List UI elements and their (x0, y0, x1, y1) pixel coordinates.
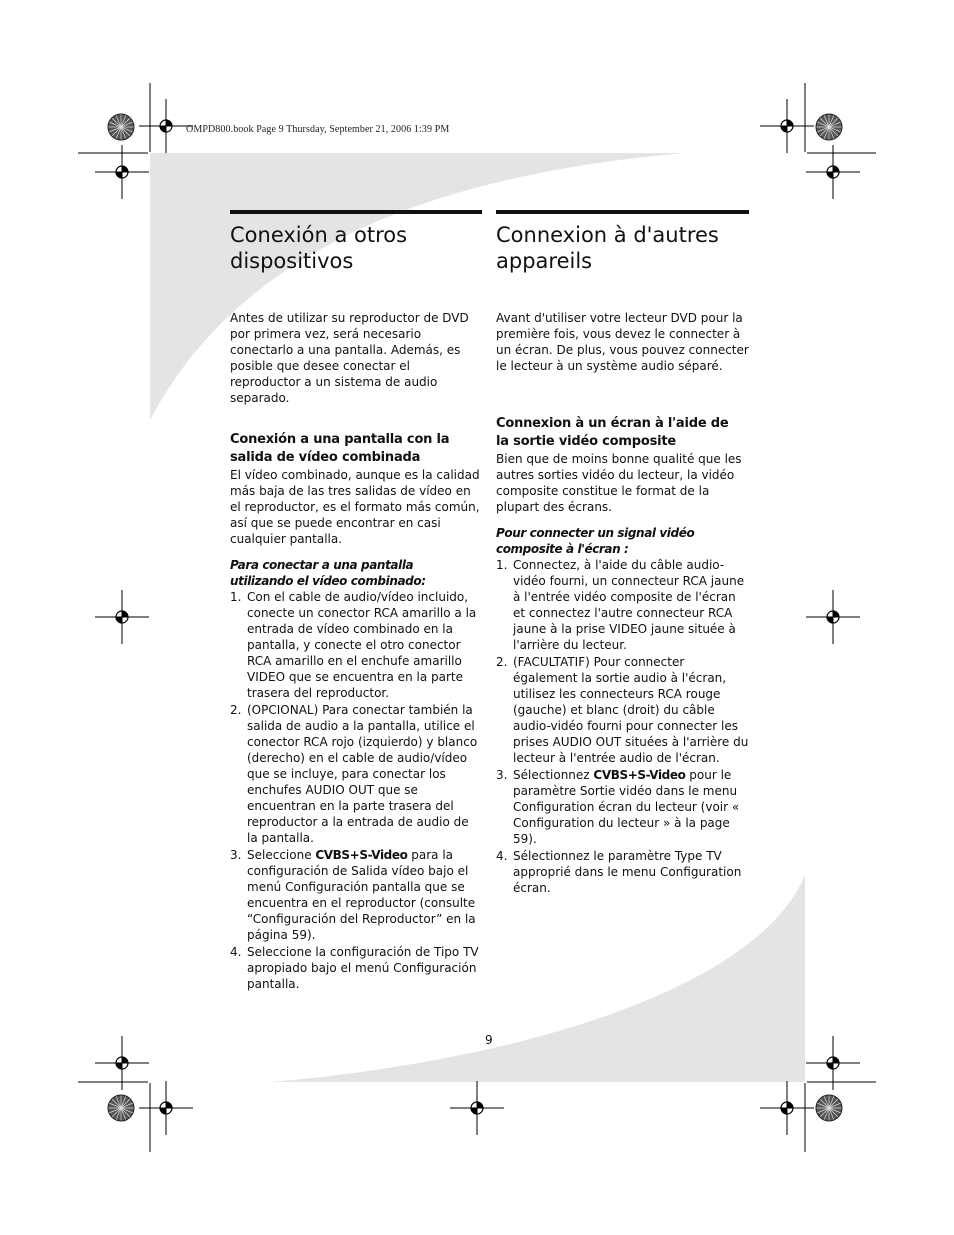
section-title: Conexión a otros dispositivos (230, 223, 408, 273)
intro-paragraph: Avant d'utiliser votre lecteur DVD pour la première fois, vous devez le connecter à un écran. De plus, vous pouvez connecter le lecteur à un système audio séparé. (496, 311, 749, 373)
title-rule (230, 210, 482, 214)
subsection-heading: Connexion à un écran à l'aide de la sortie vidéo composite (496, 416, 729, 449)
page-number: 9 (485, 1033, 493, 1047)
list-item: 1. Con el cable de audio/vídeo incluido, conecte un conector RCA amarillo a la entrada de vídeo combinado en la pantalla, y conecte el otro conector RCA amarillo en el enchufe amarillo VIDEO que se encuentra en la parte trasera del reproductor. (230, 590, 477, 700)
column-french (496, 210, 749, 897)
list-item: 3. Sélectionnez CVBS+S-Video pour le paramètre Sortie vidéo dans le menu Configuration écran du lecteur (voir « Configuration du lecteur » à la page 59). (496, 768, 740, 846)
section-title: Connexion à d'autres appareils (496, 223, 719, 273)
column-spanish (230, 210, 482, 993)
body-paragraph: El vídeo combinado, aunque es la calidad más baja de las tres salidas de vídeo en el reproductor, es el formato más común, así que se puede encontrar en casi cualquier pantalla. (230, 468, 480, 546)
steps-list (230, 589, 482, 992)
list-item: 4. Seleccione la configuración de Tipo TV apropiado bajo el menú Configuración pantalla. (230, 945, 479, 991)
list-item: 2. (FACULTATIF) Pour connecter également la sortie audio à l'écran, utilisez les connecteurs RCA rouge (gauche) et blanc (droit) du câble audio-vidéo fourni pour connecter les prises AUDIO OUT situées à l'arrière du lecteur à l'entrée audio de l'écran. (496, 655, 749, 765)
intro-paragraph: Antes de utilizar su reproductor de DVD por primera vez, será necesario conectarlo a una pantalla. Además, es posible que desee conectar el reproductor a un sistema de audio separado. (230, 311, 469, 405)
list-item: 2. (OPCIONAL) Para conectar también la salida de audio a la pantalla, utilice el conector RCA rojo (izquierdo) y blanco (derecho) en el cable de audio/vídeo que se incluye, para conectar los enchufes AUDIO OUT que se encuentran en la parte trasera del reproductor a la entrada de audio de la pantalla. (230, 703, 478, 845)
steps-list (496, 557, 749, 896)
subsection-heading: Conexión a una pantalla con la salida de vídeo combinada (230, 432, 450, 465)
procedure-heading: Para conectar a una pantalla utilizando el vídeo combinado: (230, 558, 426, 588)
title-rule (496, 210, 749, 214)
procedure-heading: Pour connecter un signal vidéo composite à l'écran : (496, 526, 695, 556)
body-paragraph: Bien que de moins bonne qualité que les autres sorties vidéo du lecteur, la vidéo composite constitue le format de la plupart des écrans. (496, 452, 742, 514)
list-item: 4. Sélectionnez le paramètre Type TV approprié dans le menu Configuration écran. (496, 849, 742, 895)
list-item: 1. Connectez, à l'aide du câble audio-vidéo fourni, un connecteur RCA jaune à l'entrée vidéo composite de l'écran et connectez l'autre connecteur RCA jaune à la prise VIDEO jaune située à l'arrière du lecteur. (496, 558, 745, 652)
list-item: 3. Seleccione CVBS+S-Video para la configuración de Salida vídeo bajo el menú Configuración pantalla que se encuentra en el reproductor (consulte “Configuración del Reproductor” en la página 59). (230, 848, 476, 942)
print-header: OMPD800.book Page 9 Thursday, September 21, 2006 1:39 PM (186, 124, 450, 135)
